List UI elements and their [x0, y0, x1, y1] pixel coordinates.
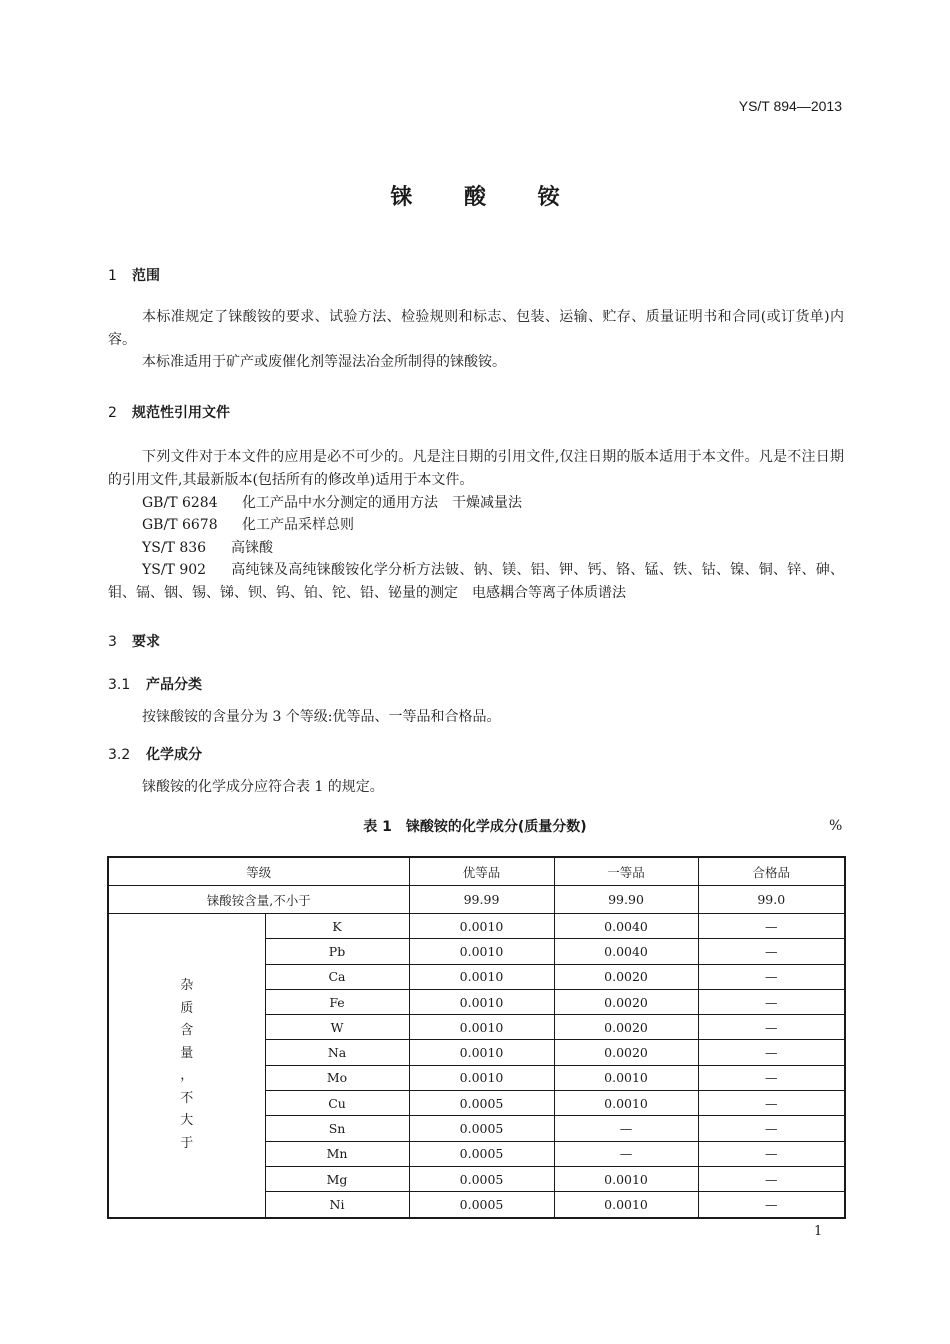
impurity-label-char: 大 [180, 1113, 194, 1129]
header-cell: 优等品 [409, 857, 554, 886]
element-cell: Sn [265, 1116, 409, 1141]
table-cell: 0.0010 [409, 914, 554, 939]
table-cell: 0.0010 [409, 1015, 554, 1040]
table-cell: — [698, 1040, 845, 1065]
header-cell: 合格品 [698, 857, 845, 886]
table-cell: 0.0010 [554, 1192, 698, 1218]
chemical-composition-table [107, 856, 846, 1219]
table-cell: 0.0020 [554, 1015, 698, 1040]
row-label: 铼酸铵含量,不小于 [108, 886, 409, 914]
element-cell: Mo [265, 1065, 409, 1090]
table-header-row [108, 857, 845, 886]
section-2-paragraph-1: 下列文件对于本文件的应用是必不可少的。凡是注日期的引用文件,仅注日期的版本适用于本文件。凡是不注日期的引用文件,其最新版本(包括所有的修改单)适用于本文件。 [108, 449, 844, 488]
impurity-rows [108, 914, 845, 1218]
table-cell: 0.0010 [409, 1040, 554, 1065]
table-cell: 0.0040 [554, 914, 698, 939]
section-1-paragraph-1: 本标准规定了铼酸铵的要求、试验方法、检验规则和标志、包装、运输、贮存、质量证明书和合同(或订货单)内容。 [108, 309, 844, 348]
table-cell: 0.0040 [554, 939, 698, 964]
section-3-2-paragraph: 铼酸铵的化学成分应符合表 1 的规定。 [142, 779, 384, 795]
standard-id: YS/T 894—2013 [738, 98, 842, 114]
header-cell: 等级 [108, 857, 409, 886]
section-title: 要求 [132, 634, 160, 650]
reference-title: 高铼酸 [231, 540, 273, 556]
table-cell: 0.0005 [409, 1091, 554, 1116]
table-cell: — [698, 1192, 845, 1218]
reference-code: GB/T 6284 [142, 495, 218, 511]
section-number: 2 [108, 405, 117, 421]
reference-item [142, 514, 354, 534]
table-cell: 0.0010 [554, 1166, 698, 1191]
table-cell: 99.90 [554, 886, 698, 914]
table-cell: 0.0005 [409, 1141, 554, 1166]
table-cell: 0.0020 [554, 964, 698, 989]
section-3-heading [108, 631, 160, 651]
impurity-label-char: 质 [180, 1000, 194, 1016]
table-row [108, 914, 845, 939]
reference-code: YS/T 902 [142, 562, 207, 578]
table-cell: — [698, 1166, 845, 1191]
table-cell: 0.0010 [409, 964, 554, 989]
table-cell: — [698, 1065, 845, 1090]
table-cell: — [698, 989, 845, 1014]
section-3-1-heading [108, 674, 202, 694]
table-cell: — [698, 914, 845, 939]
table-cell: — [554, 1141, 698, 1166]
section-number: 3.1 [108, 677, 131, 693]
element-cell: K [265, 914, 409, 939]
impurity-label-char: 量 [180, 1045, 194, 1061]
table-cell: — [698, 1015, 845, 1040]
table-cell: — [698, 939, 845, 964]
impurity-label-char: ， [180, 1068, 194, 1084]
section-title: 范围 [132, 268, 160, 284]
element-cell: Mg [265, 1166, 409, 1191]
reference-title: 高纯铼及高纯铼酸铵化学分析方法铍、钠、镁、铝、钾、钙、铬、锰、铁、钴、镍、铜、锌、砷、钼、镉、铟、锡、锑、钡、钨、铂、铊、铅、铋量的测定 电感耦合等离子体质谱法 [108, 562, 844, 601]
table-cell: 0.0010 [554, 1065, 698, 1090]
reference-title: 化工产品中水分测定的通用方法 干燥减量法 [242, 495, 522, 511]
element-cell: Mn [265, 1141, 409, 1166]
table-cell: — [698, 1091, 845, 1116]
section-number: 3.2 [108, 747, 131, 763]
element-cell: Ni [265, 1192, 409, 1218]
impurity-label-char: 杂 [180, 978, 194, 994]
table-cell: 0.0010 [409, 939, 554, 964]
table-cell: 0.0020 [554, 1040, 698, 1065]
table-cell: 0.0005 [409, 1192, 554, 1218]
section-title: 化学成分 [146, 747, 202, 763]
table-cell: 99.99 [409, 886, 554, 914]
reference-code: GB/T 6678 [142, 517, 218, 533]
section-title: 规范性引用文件 [132, 405, 230, 421]
element-cell: Ca [265, 964, 409, 989]
section-2-heading [108, 402, 230, 422]
reference-item [108, 559, 844, 604]
section-number: 3 [108, 634, 117, 650]
table-cell: — [698, 964, 845, 989]
table-cell: 0.0010 [409, 989, 554, 1014]
table-cell: 0.0005 [409, 1116, 554, 1141]
section-1-paragraph-2: 本标准适用于矿产或废催化剂等湿法冶金所制得的铼酸铵。 [142, 354, 506, 370]
page-number: 1 [814, 1224, 823, 1239]
table-cell: 0.0005 [409, 1166, 554, 1191]
impurity-label-char: 不 [180, 1090, 194, 1106]
table-cell: 0.0020 [554, 989, 698, 1014]
table-unit: % [829, 818, 843, 834]
impurity-label [108, 914, 265, 1218]
page-title: 铼 酸 铵 [390, 185, 582, 210]
table-cell: — [698, 1116, 845, 1141]
element-cell: Fe [265, 989, 409, 1014]
table-cell: 99.0 [698, 886, 845, 914]
header-cell: 一等品 [554, 857, 698, 886]
reference-item [142, 492, 522, 512]
element-cell: Na [265, 1040, 409, 1065]
table-cell: 0.0010 [409, 1065, 554, 1090]
element-cell: W [265, 1015, 409, 1040]
table-caption: 表 1 铼酸铵的化学成分(质量分数) [363, 819, 587, 835]
section-1-heading [108, 265, 160, 285]
table-cell: — [554, 1116, 698, 1141]
impurity-label-char: 含 [180, 1023, 194, 1039]
impurity-label-char: 于 [180, 1135, 194, 1151]
reference-item [142, 537, 273, 557]
element-cell: Pb [265, 939, 409, 964]
section-number: 1 [108, 268, 117, 284]
section-title: 产品分类 [146, 677, 202, 693]
section-3-1-paragraph: 按铼酸铵的含量分为 3 个等级:优等品、一等品和合格品。 [142, 709, 501, 725]
content-row [108, 886, 845, 914]
element-cell: Cu [265, 1091, 409, 1116]
reference-title: 化工产品采样总则 [242, 517, 354, 533]
table-cell: 0.0010 [554, 1091, 698, 1116]
reference-code: YS/T 836 [142, 540, 207, 556]
section-3-2-heading [108, 744, 202, 764]
table-cell: — [698, 1141, 845, 1166]
